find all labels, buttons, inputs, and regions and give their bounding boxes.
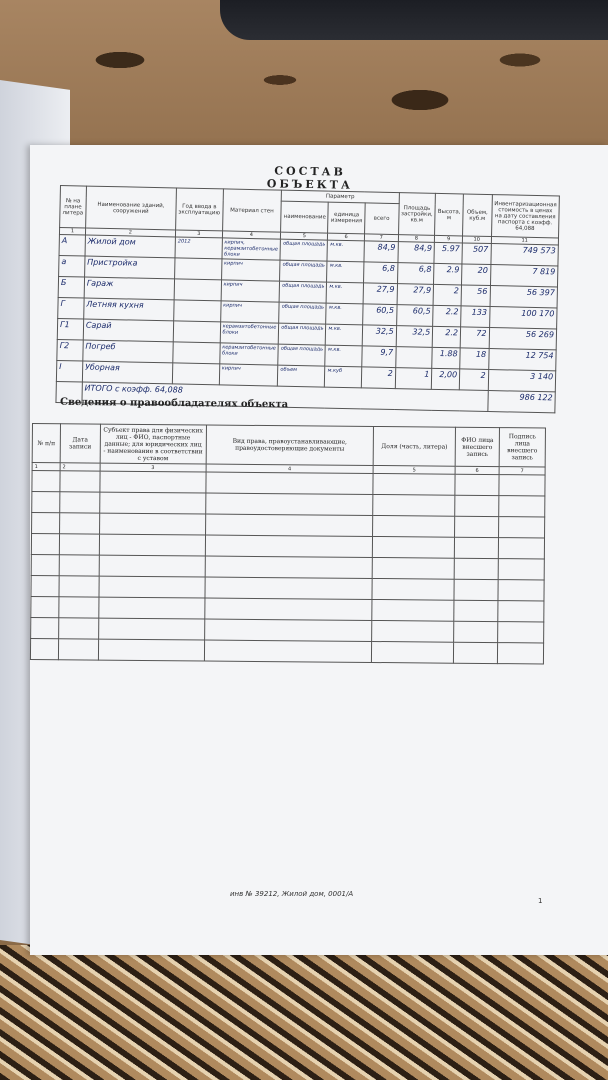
cell-area: 60,5: [396, 305, 433, 327]
cell-year: [172, 363, 219, 385]
cell-volume: 72: [460, 327, 489, 349]
col-number: 2: [60, 463, 100, 471]
cell-unit: м.кв.: [325, 345, 362, 367]
header-share: Доля (часть, литера): [373, 426, 455, 466]
cell-name: Пристройка: [84, 256, 175, 279]
cell-cost: 7 819: [490, 265, 558, 287]
cell-unit: м.кв.: [326, 324, 363, 346]
col-number: 1: [59, 228, 85, 236]
col-number: 4: [206, 464, 374, 473]
cell-area: 1: [395, 368, 432, 390]
document-page: [30, 145, 608, 955]
cell-area: 32,5: [396, 326, 433, 348]
cell-volume: 56: [461, 285, 490, 307]
cell-year: [173, 342, 220, 364]
cell-litera: А: [59, 234, 85, 256]
col-number: 5: [281, 232, 328, 240]
header-name: Наименование зданий, сооружений: [85, 186, 176, 230]
cell-material: кирпич: [221, 259, 280, 281]
cell-cost: 12 754: [488, 349, 556, 371]
col-number: 1: [32, 463, 60, 471]
rights-header-row: [32, 424, 545, 467]
col-number: 8: [398, 235, 435, 243]
cell-year: 2012: [175, 237, 222, 259]
col-number: 10: [462, 236, 491, 244]
cell-height: 2.2: [432, 326, 460, 348]
header-built-area: Площадь застройки, кв.м: [398, 193, 435, 236]
cell-name: Гараж: [84, 277, 175, 300]
composition-table: [55, 185, 559, 413]
cell-area: 84,9: [398, 242, 435, 264]
header-height: Высота, м: [435, 193, 464, 236]
cell-litera: I: [56, 360, 82, 382]
cell-unit: м.кв.: [327, 282, 364, 304]
cell-material: кирпич: [219, 364, 278, 386]
cell-cost: 749 573: [490, 244, 558, 266]
cell-name: Летняя кухня: [84, 298, 175, 321]
cell-volume: 507: [462, 243, 491, 265]
footer-inventory: инв № 39212, Жилой дом, 0001/А: [230, 890, 354, 898]
cell-total: 32,5: [362, 325, 396, 347]
col-number: 6: [455, 466, 499, 474]
header-subject: Субъект права для физических лиц - ФИО, паспортные данные; для юридических лиц - наименование в соответствии с уставом: [100, 424, 206, 464]
cell-param: общая площадь: [280, 260, 328, 282]
cell-param: общая площадь: [280, 239, 328, 261]
header-param-unit: единица измерения: [328, 202, 365, 234]
cell-volume: 18: [460, 348, 489, 370]
col-number: 4: [222, 231, 281, 239]
header-volume: Объем, куб.м: [463, 194, 492, 237]
cell-cost: 56 397: [490, 286, 558, 308]
cell-height: 2,00: [432, 368, 460, 390]
header-right: Вид права, правоустанавливающие, правоудостоверяющие документы: [206, 425, 374, 465]
header-param-group: Параметр: [281, 190, 399, 203]
cell-total: 60,5: [362, 304, 396, 326]
cell-height: 2: [433, 284, 461, 306]
cell-year: [174, 279, 221, 301]
cell-cost: 56 269: [489, 328, 557, 350]
rights-section-title: Сведения о правообладателях объекта: [59, 396, 289, 411]
cell-year: [175, 258, 222, 280]
cell-unit: м.куб: [325, 366, 362, 388]
cell-name: Погреб: [83, 340, 174, 363]
cell-name: Сарай: [83, 319, 174, 342]
cell-name: Жилой дом: [85, 235, 176, 258]
cell-height: 1.88: [432, 347, 460, 369]
cell-year: [173, 321, 220, 343]
background-jacket: [220, 0, 608, 40]
cell-param: общая площадь: [278, 323, 326, 345]
cell-area: 6,8: [397, 263, 434, 285]
header-sign: Подпись лица внесшего запись: [499, 428, 545, 467]
col-number: 2: [85, 228, 175, 237]
cell-area: 27,9: [397, 284, 434, 306]
cell-height: 2.2: [433, 305, 461, 327]
cell-total: 9,7: [362, 346, 396, 368]
header-year: Год ввода в эксплуатацию: [176, 188, 223, 231]
cell-material: кирпич: [220, 301, 279, 323]
cell-litera: а: [59, 255, 85, 277]
col-number: 6: [328, 233, 365, 241]
background-fabric-bottom: [0, 945, 608, 1080]
cell-total: 2: [361, 367, 395, 389]
cell-height: 5.97: [434, 242, 462, 264]
cell-litera: Г: [58, 297, 84, 319]
total-value: 986 122: [487, 391, 555, 413]
col-number: 7: [364, 234, 398, 242]
page-title: СОСТАВ ОБЪЕКТА: [266, 164, 354, 192]
header-material: Материал стен: [222, 189, 282, 232]
cell-litera: Г1: [57, 318, 83, 340]
cell-litera: Г2: [57, 339, 83, 361]
col-number: 5: [373, 465, 455, 474]
rights-table: [30, 423, 546, 664]
cell-total: 84,9: [364, 241, 398, 263]
cell-unit: м.кв.: [327, 240, 364, 262]
cell-height: 2.9: [434, 263, 462, 285]
header-fio: ФИО лица внесшего запись: [455, 427, 499, 466]
col-number: 11: [491, 237, 559, 245]
cell-cost: 3 140: [488, 370, 556, 392]
cell-year: [174, 300, 221, 322]
cell-total: 6,8: [363, 262, 397, 284]
header-date: Дата записи: [60, 424, 100, 463]
cell-param: общая площадь: [278, 344, 326, 366]
cell-material: керамзитобетонные блоки: [220, 322, 279, 344]
cell-litera: Б: [58, 276, 84, 298]
cell-volume: 2: [459, 369, 488, 391]
cell-unit: м.кв.: [327, 261, 364, 283]
total-label: ИТОГО с коэфф. 64,088: [82, 382, 488, 411]
cell-param: объем: [278, 365, 326, 387]
header-litera: № на плане литера: [60, 186, 87, 229]
header-inv-cost: Инвентаризационная стоимость в ценах на дату составления паспорта с коэфф. 64,088: [491, 195, 559, 238]
cell-unit: м.кв.: [326, 303, 363, 325]
col-number: 7: [499, 467, 545, 475]
page-number: 1: [538, 897, 543, 905]
cell-material: кирпич: [221, 280, 280, 302]
table-row: [30, 638, 543, 663]
cell-total: 27,9: [363, 283, 397, 305]
cell-material: кирпич, керамзитобетонные блоки: [222, 238, 281, 260]
col-number: 3: [100, 463, 206, 472]
cell-material: керамзитобетонные блоки: [219, 343, 278, 365]
col-number: 9: [435, 235, 463, 243]
cell-area: [395, 347, 432, 369]
cell-cost: 100 170: [489, 307, 557, 329]
cell-name: Уборная: [82, 361, 173, 384]
cell-param: общая площадь: [279, 281, 327, 303]
col-number: 3: [175, 230, 222, 238]
cell-param: общая площадь: [279, 302, 327, 324]
header-param-name: наименование: [281, 201, 329, 233]
cell-volume: 133: [461, 306, 490, 328]
header-total: всего: [364, 203, 398, 235]
cell-volume: 20: [462, 264, 491, 286]
header-num: № п/п: [32, 424, 60, 463]
